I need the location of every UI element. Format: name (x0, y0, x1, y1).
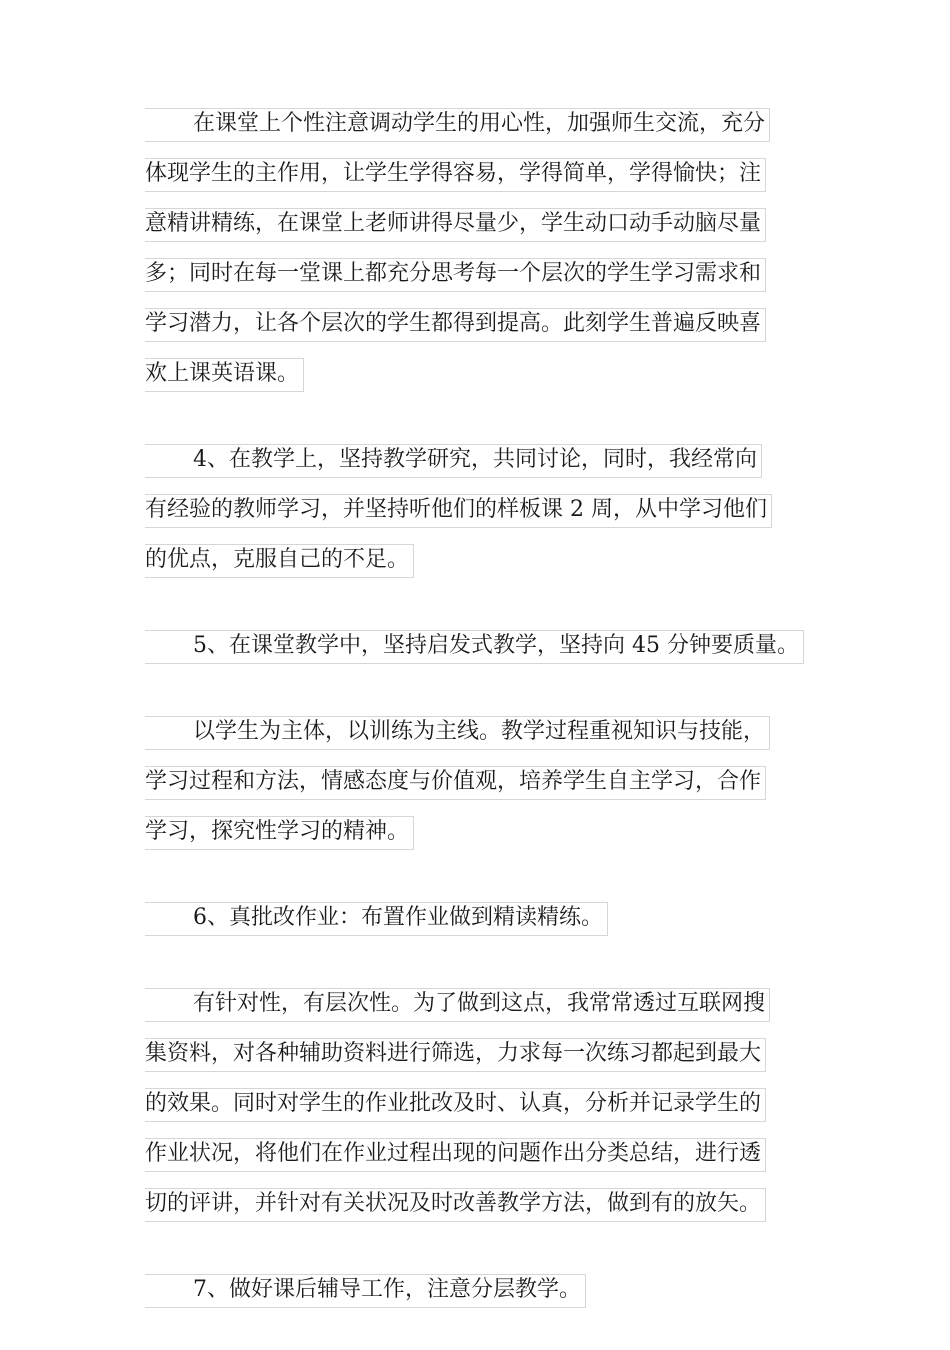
text-line (143, 892, 823, 942)
text-line (143, 1028, 823, 1078)
text-line (143, 1178, 823, 1228)
text-line (143, 434, 823, 484)
paragraph-item-6 (143, 892, 823, 942)
text-line (143, 248, 823, 298)
line-text: 有经验的教师学习，并坚持听他们的样板课 2 周，从中学习他们 (145, 494, 772, 528)
line-text: 在课堂上个性注意调动学生的用心性，加强师生交流，充分 (145, 108, 770, 142)
text-line (143, 298, 823, 348)
line-text: 体现学生的主作用，让学生学得容易，学得简单，学得愉快；注 (145, 158, 766, 192)
text-line (143, 148, 823, 198)
line-text: 的效果。同时对学生的作业批改及时、认真，分析并记录学生的 (145, 1088, 766, 1122)
document-page (143, 98, 823, 1350)
line-text: 7、做好课后辅导工作，注意分层教学。 (145, 1274, 586, 1308)
text-line (143, 756, 823, 806)
text-line (143, 620, 823, 670)
paragraph-item-4 (143, 434, 823, 584)
line-text: 学习潜力，让各个层次的学生都得到提高。此刻学生普遍反映喜 (145, 308, 766, 342)
line-text: 学习过程和方法，情感态度与价值观，培养学生自主学习，合作 (145, 766, 766, 800)
line-text: 学习，探究性学习的精神。 (145, 816, 414, 850)
text-line (143, 98, 823, 148)
text-line (143, 534, 823, 584)
paragraph-student-centered (143, 706, 823, 856)
text-line (143, 806, 823, 856)
paragraph-item-7 (143, 1264, 823, 1314)
line-text: 切的评讲，并针对有关状况及时改善教学方法，做到有的放矢。 (145, 1188, 766, 1222)
paragraph-item-5 (143, 620, 823, 670)
text-line (143, 1078, 823, 1128)
line-text: 4、在教学上，坚持教学研究，共同讨论，同时，我经常向 (145, 444, 762, 478)
text-line (143, 484, 823, 534)
text-line (143, 978, 823, 1028)
line-text: 有针对性，有层次性。为了做到这点，我常常透过互联网搜 (145, 988, 770, 1022)
line-text: 多；同时在每一堂课上都充分思考每一个层次的学生学习需求和 (145, 258, 766, 292)
text-line (143, 1128, 823, 1178)
text-line (143, 706, 823, 756)
text-line (143, 1264, 823, 1314)
line-text: 欢上课英语课。 (145, 358, 304, 392)
text-line (143, 198, 823, 248)
paragraph-targeted-homework (143, 978, 823, 1228)
line-text: 的优点，克服自己的不足。 (145, 544, 414, 578)
line-text: 作业状况，将他们在作业过程出现的问题作出分类总结，进行透 (145, 1138, 766, 1172)
line-text: 5、在课堂教学中，坚持启发式教学，坚持向 45 分钟要质量。 (145, 630, 804, 664)
line-text: 集资料，对各种辅助资料进行筛选，力求每一次练习都起到最大 (145, 1038, 766, 1072)
line-text: 意精讲精练，在课堂上老师讲得尽量少，学生动口动手动脑尽量 (145, 208, 766, 242)
text-line (143, 348, 823, 398)
paragraph-classroom-engagement (143, 98, 823, 398)
line-text: 6、真批改作业：布置作业做到精读精练。 (145, 902, 608, 936)
line-text: 以学生为主体，以训练为主线。教学过程重视知识与技能， (145, 716, 770, 750)
